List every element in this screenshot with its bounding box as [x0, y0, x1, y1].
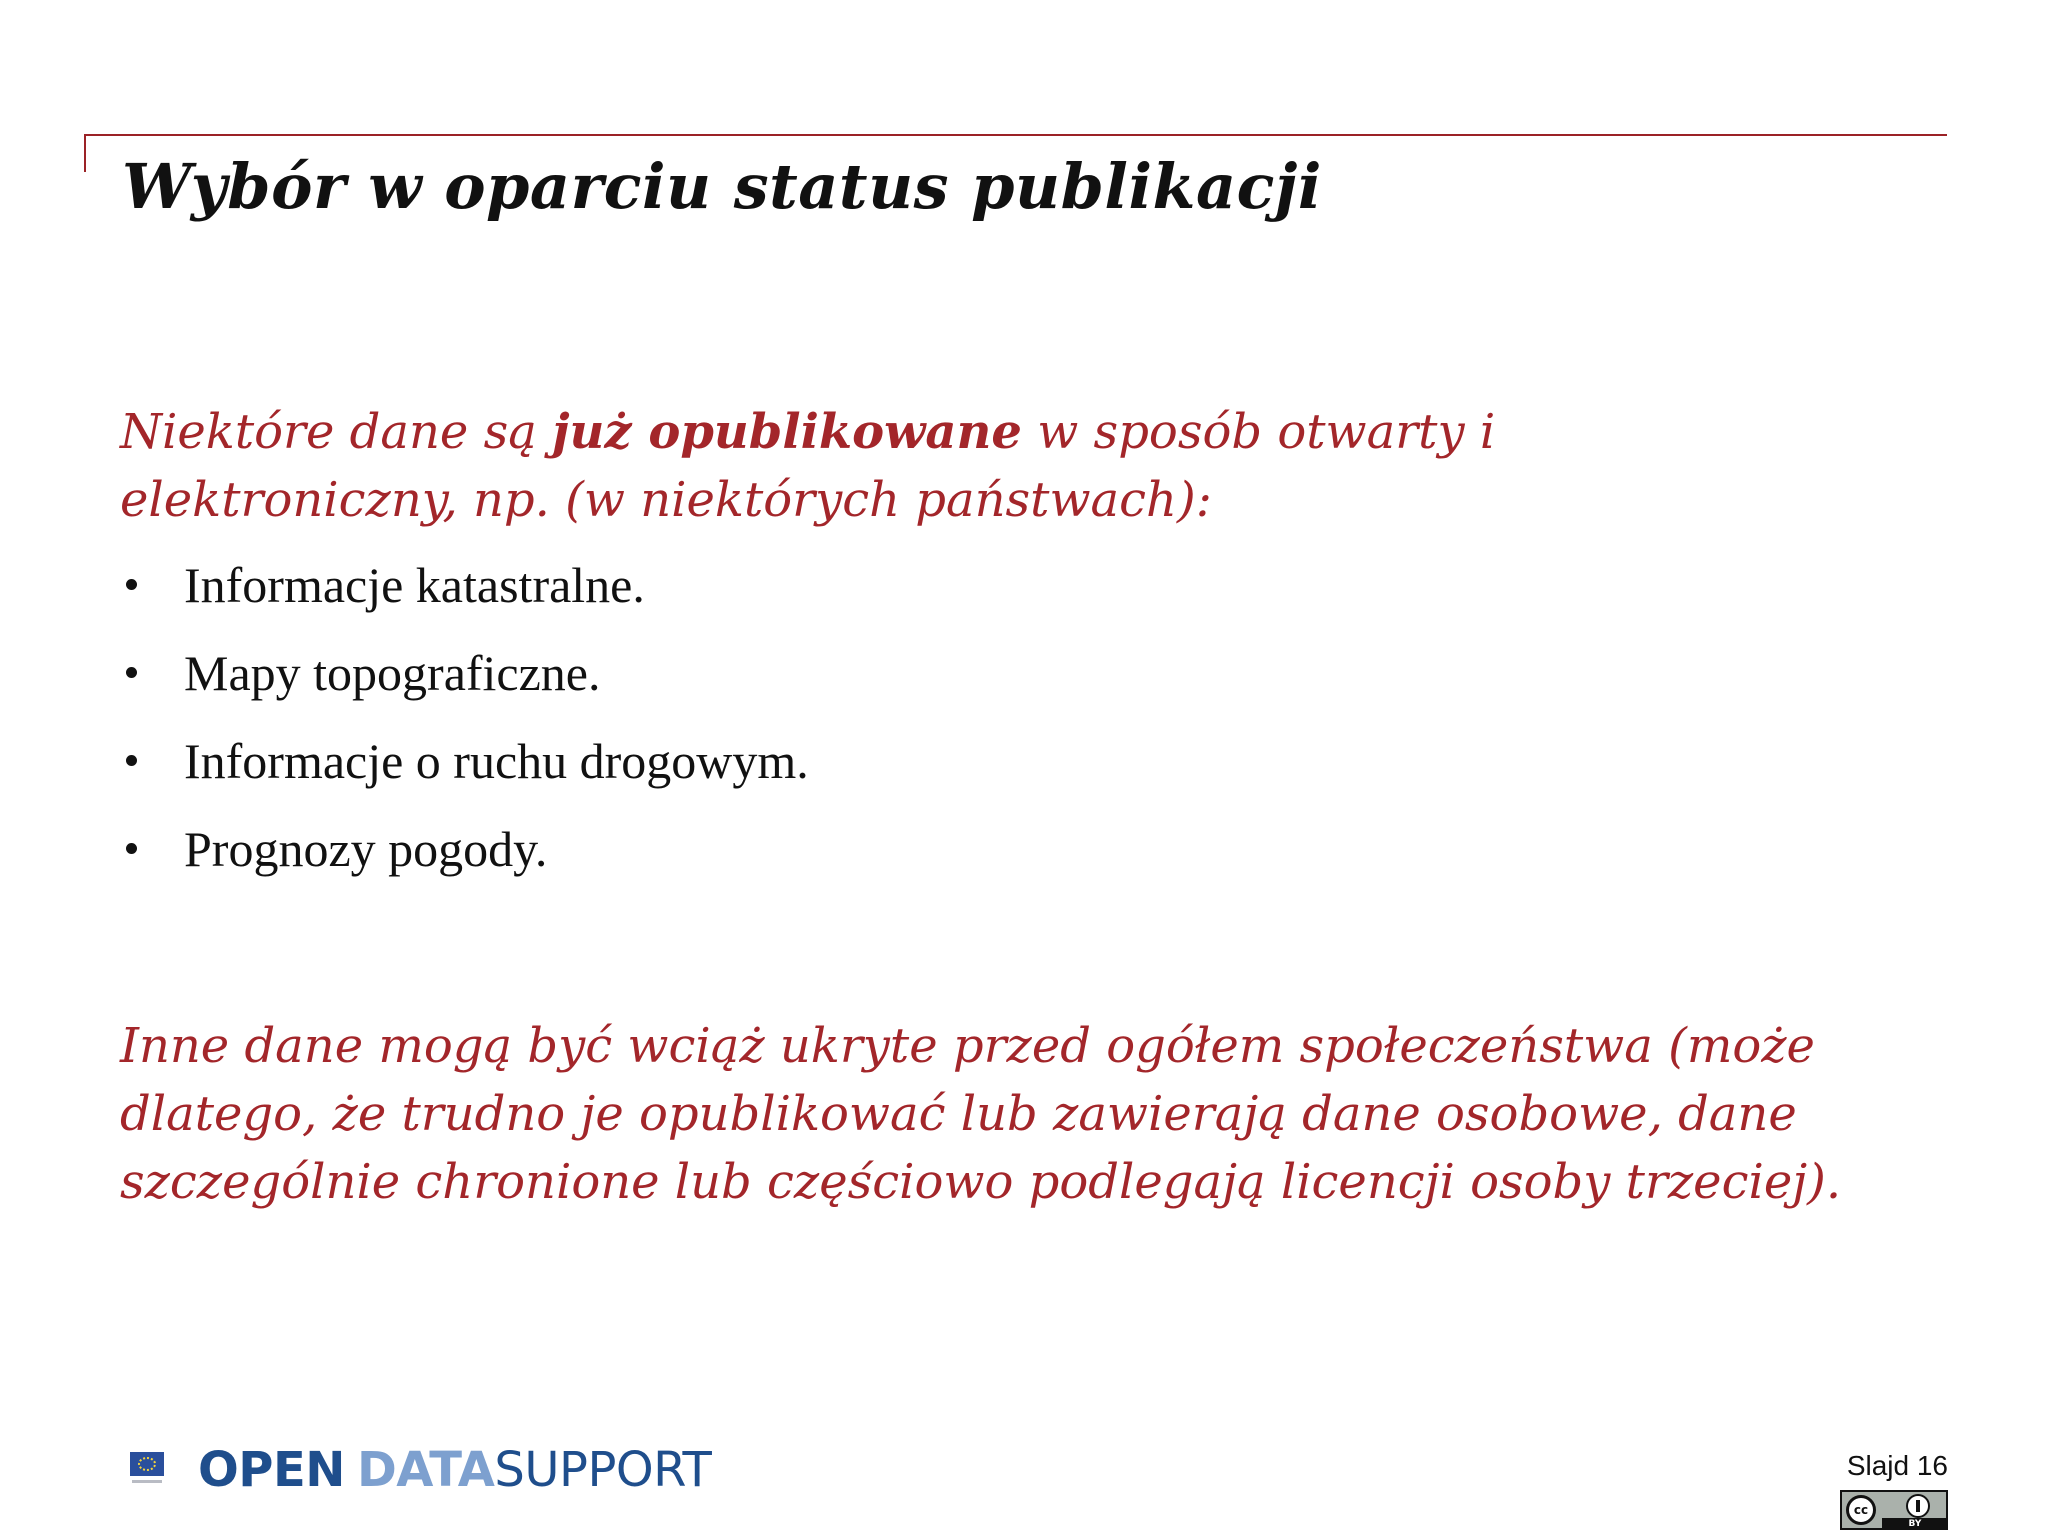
eu-flag-caption — [132, 1480, 162, 1483]
logo-text-open: OPEN — [198, 1442, 345, 1498]
creative-commons-by-icon — [1840, 1490, 1948, 1530]
eu-flag-icon — [120, 1448, 184, 1492]
list-item — [120, 728, 809, 816]
bullet-icon — [126, 579, 137, 590]
bullet-text: Informacje o ruchu drogowym. — [184, 733, 809, 789]
cc-icon: cc — [1846, 1495, 1876, 1525]
bullet-icon — [126, 667, 137, 678]
intro-paragraph — [120, 398, 1720, 534]
list-item — [120, 640, 809, 728]
title-rule — [84, 134, 1947, 136]
license-by-label: BY — [1882, 1518, 1948, 1530]
closing-paragraph: Inne dane mogą być wciąż ukryte przed ogółem społeczeństwa (może dlatego, że trudno je opublikować lub zawierają dane osobowe, dane szczególnie chronione lub częściowo podlegają licencji osoby trzeciej). — [120, 1018, 1842, 1210]
logo-text-support: SUPPORT — [494, 1442, 712, 1498]
open-data-support-logo — [120, 1440, 711, 1500]
slide-title: Wybór w oparciu status publikacji — [122, 150, 1322, 223]
bullet-icon — [126, 755, 137, 766]
person-icon — [1906, 1494, 1930, 1518]
bullet-icon — [126, 843, 137, 854]
bullet-text: Informacje katastralne. — [184, 557, 645, 613]
intro-text-before: Niektóre dane są — [120, 404, 553, 460]
bullet-list — [120, 552, 809, 904]
intro-text-after: w sposób otwarty i elektroniczny, np. (w niektórych państwach): — [120, 404, 1496, 528]
list-item — [120, 552, 809, 640]
logo-text-data: DATA — [356, 1442, 495, 1498]
slide-number: Slajd 16 — [1846, 1450, 1948, 1481]
title-rule-tick — [84, 134, 86, 172]
intro-emphasis: już opublikowane — [552, 404, 1022, 460]
bullet-text: Prognozy pogody. — [184, 821, 548, 877]
eu-flag-stars — [138, 1457, 156, 1471]
bullet-text: Mapy topograficzne. — [184, 645, 601, 701]
list-item — [120, 816, 809, 904]
